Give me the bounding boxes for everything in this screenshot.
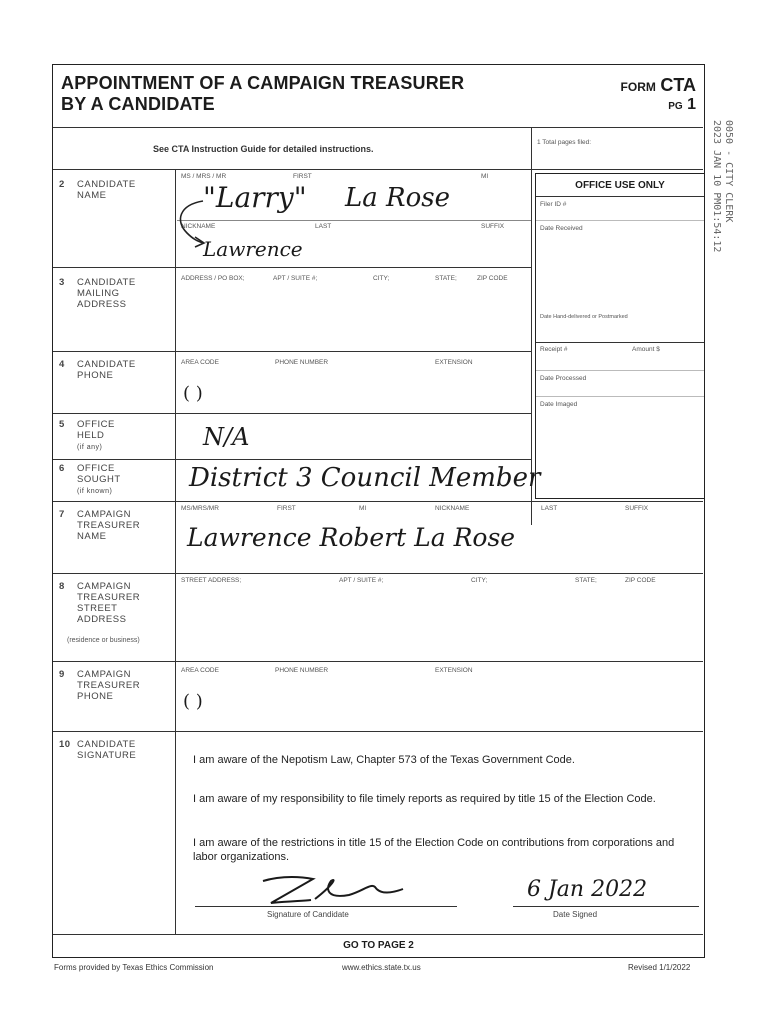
divider — [53, 127, 703, 128]
footer-left: Forms provided by Texas Ethics Commission — [54, 963, 214, 972]
label-treasurer-phone-number: PHONE NUMBER — [275, 667, 329, 674]
label-street-address: STREET ADDRESS; — [181, 577, 242, 584]
receipt-label: Receipt # — [540, 346, 568, 353]
label-treasurer-apt: APT / SUITE #; — [339, 577, 384, 584]
instructions: See CTA Instruction Guide for detailed instructions. — [153, 144, 374, 154]
label-treasurer-zip: ZIP CODE — [625, 577, 656, 584]
signature-text: L. LaR — [253, 871, 256, 872]
footer-right: Revised 1/1/2022 — [628, 963, 691, 972]
nepotism-statement: I am aware of the Nepotism Law, Chapter 573 of the Texas Government Code. — [193, 754, 575, 766]
candidate-first-name: "Larry" — [203, 181, 307, 214]
divider — [53, 413, 531, 414]
divider — [53, 661, 703, 662]
label-treasurer-ms: MS/MRS/MR — [181, 505, 219, 512]
label-treasurer-suffix: SUFFIX — [625, 505, 649, 512]
label-zip: ZIP CODE — [477, 275, 508, 282]
office-sought-value: District 3 Council Member — [189, 463, 541, 493]
label-treasurer-state: STATE; — [575, 577, 597, 584]
date-signed-label: Date Signed — [553, 910, 598, 919]
divider — [53, 459, 531, 460]
restrictions-statement: I am aware of the restrictions in title 15 of the Election Code on contributions from corporations and labor organizations. — [193, 837, 675, 863]
label-phone-number: PHONE NUMBER — [275, 359, 329, 366]
office-use-title: OFFICE USE ONLY — [575, 180, 665, 191]
label-treasurer-city: CITY; — [471, 577, 488, 584]
divider — [53, 731, 703, 732]
label-nickname: NICKNAME — [181, 223, 216, 230]
label-mi: MI — [481, 173, 489, 180]
divider — [53, 934, 703, 935]
divider — [53, 501, 703, 502]
label-treasurer-extension: EXTENSION — [435, 667, 473, 674]
candidate-nickname: Lawrence — [203, 237, 303, 261]
label-state: STATE; — [435, 275, 457, 282]
label-treasurer-nickname: NICKNAME — [435, 505, 470, 512]
candidate-last-name: La Rose — [345, 183, 450, 213]
total-pages-label: 1 Total pages filed: — [537, 139, 592, 146]
section-8-sub: (residence or business) — [67, 637, 140, 644]
label-treasurer-first: FIRST — [277, 505, 296, 512]
signature-label: Signature of Candidate — [267, 910, 349, 919]
treasurer-phone: ( ) — [183, 691, 203, 712]
divider — [53, 351, 531, 352]
label-area-code: AREA CODE — [181, 359, 219, 366]
form-title: APPOINTMENT OF A CAMPAIGN TREASURER BY A CANDIDATE — [61, 73, 465, 114]
cta-form: APPOINTMENT OF A CAMPAIGN TREASURER BY A CANDIDATE FORM CTA PG 1 See CTA Instruction Guide for detailed instructions. 1 Total pages filed: OFFICE USE ONLY Filer ID # Date Received Date Hand-delivered or Postmarked Receipt # Amount $ Date Processed Date Imaged 2 CANDIDATE NAME MS / MRS / MR FIRST MI NICKNAME LAST SUFFIX "Larry" La Rose Lawrence 3 CANDIDATE MAILING ADDRESS ADDRESS / PO BOX; APT / SUITE #; CITY; STATE; ZIP CODE 4 CANDIDATE PHONE AREA CODE PHONE NUMBER EXTENSION ( ) 5 OFFICE HELD (if any) N/A 6 OFFICE SOUGHT (if known) District 3 Council Member 7 CAMPAIGN TREASURER NAME MS/MRS/MR FIRST MI NICKNAME LAST SUFFIX Lawrence Robert La Rose 8 CAMPAIGN TREASURER STREET ADDRESS (residence or business) STREET ADDRESS; APT / SUITE #; CITY; STATE; ZIP CODE 9 CAMPAIGN TREASURER PHONE AREA CODE PHONE NUMBER EXTENSION ( ) 10 CANDIDATE SIGNATURE I am aware of the Nepotism Law, Chapter 573 of the Texas Government Code. I am aware of my responsibility to file timely reports as required by title 15 of the Election Code. I am aware of the restrictions in title 15 of the Election Code on contributions from corporations and labor organizations. L. LaR Signature of Candidate 6 Jan 2022 Date Signed GO TO PAGE 2 — [52, 64, 705, 958]
divider — [53, 267, 531, 268]
office-held-value: N/A — [203, 423, 250, 451]
amount-label: Amount $ — [632, 346, 660, 353]
label-treasurer-area-code: AREA CODE — [181, 667, 219, 674]
filer-id-label: Filer ID # — [540, 201, 567, 208]
office-use-box — [535, 173, 705, 499]
date-hand-delivered-label: Date Hand-delivered or Postmarked — [540, 314, 628, 320]
treasurer-name-value: Lawrence Robert La Rose — [187, 523, 516, 552]
label-apt: APT / SUITE #; — [273, 275, 318, 282]
label-suffix: SUFFIX — [481, 223, 505, 230]
form-code: FORM CTA PG 1 — [620, 75, 696, 113]
date-signed-value: 6 Jan 2022 — [527, 877, 648, 902]
candidate-signature — [253, 871, 413, 911]
label-treasurer-last: LAST — [541, 505, 558, 512]
label-first: FIRST — [293, 173, 312, 180]
date-imaged-label: Date Imaged — [540, 401, 578, 408]
footer-center: www.ethics.state.tx.us — [342, 963, 421, 972]
label-extension: EXTENSION — [435, 359, 473, 366]
label-last: LAST — [315, 223, 332, 230]
reports-statement: I am aware of my responsibility to file timely reports as required by title 15 of the Election Code. — [193, 793, 656, 805]
candidate-phone: ( ) — [183, 383, 203, 404]
label-treasurer-mi: MI — [359, 505, 367, 512]
label-ms-mrs-mr: MS / MRS / MR — [181, 173, 227, 180]
divider — [175, 169, 176, 935]
date-received-label: Date Received — [540, 225, 583, 232]
go-to-page-2: GO TO PAGE 2 — [343, 940, 414, 951]
label-city: CITY; — [373, 275, 390, 282]
label-address: ADDRESS / PO BOX; — [181, 275, 245, 282]
arrow-icon — [171, 197, 207, 249]
divider — [53, 169, 703, 170]
received-stamp: 0050 - CITY CLERK 2023 JAN 10 PM01:54:12 — [711, 120, 734, 253]
divider — [53, 573, 703, 574]
date-processed-label: Date Processed — [540, 375, 587, 382]
